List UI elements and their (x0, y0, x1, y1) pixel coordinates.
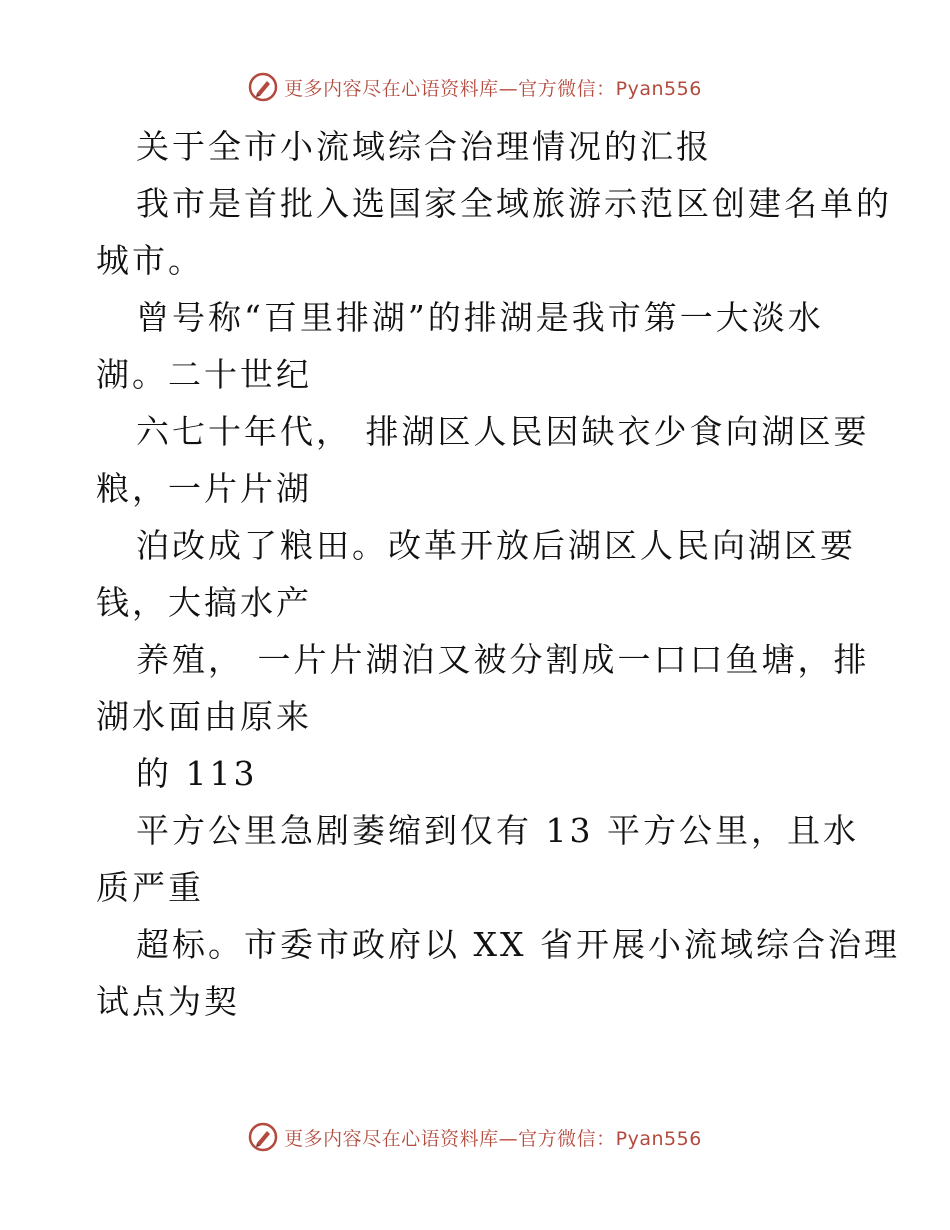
paragraph-line: 试点为契 (96, 982, 240, 1021)
header-banner (0, 72, 950, 102)
document-body (96, 118, 900, 1030)
paragraph-line: 养殖， 一片片湖泊又被分割成一口口鱼塘，排 (136, 640, 870, 679)
paragraph-line: 粮，一片片湖 (96, 469, 312, 508)
footer-banner (0, 1122, 950, 1152)
paragraph-line: 我市是首批入选国家全域旅游示范区创建名单的 (136, 184, 892, 223)
paragraph-line: 的 113 (136, 754, 258, 793)
pen-logo-icon (248, 72, 278, 102)
pen-logo-icon (248, 1122, 278, 1152)
header-banner-text: 更多内容尽在心语资料库—官方微信：Pyan556 (284, 77, 702, 100)
paragraph-line: 湖。二十世纪 (96, 355, 312, 394)
paragraph-line: 钱，大搞水产 (96, 583, 312, 622)
paragraph-line: 质严重 (96, 868, 204, 907)
paragraph-line: 湖水面由原来 (96, 697, 312, 736)
footer-banner-text: 更多内容尽在心语资料库—官方微信：Pyan556 (284, 1127, 702, 1150)
paragraph-line: 平方公里急剧萎缩到仅有 13 平方公里，且水 (136, 811, 859, 850)
paragraph-line: 曾号称“百里排湖”的排湖是我市第一大淡水 (136, 298, 824, 337)
document-title: 关于全市小流域综合治理情况的汇报 (136, 127, 712, 166)
paragraph-line: 泊改成了粮田。改革开放后湖区人民向湖区要 (136, 526, 856, 565)
paragraph-line: 城市。 (96, 241, 204, 280)
paragraph-line: 超标。市委市政府以 XX 省开展小流域综合治理 (136, 925, 900, 964)
paragraph-line: 六七十年代， 排湖区人民因缺衣少食向湖区要 (136, 412, 870, 451)
